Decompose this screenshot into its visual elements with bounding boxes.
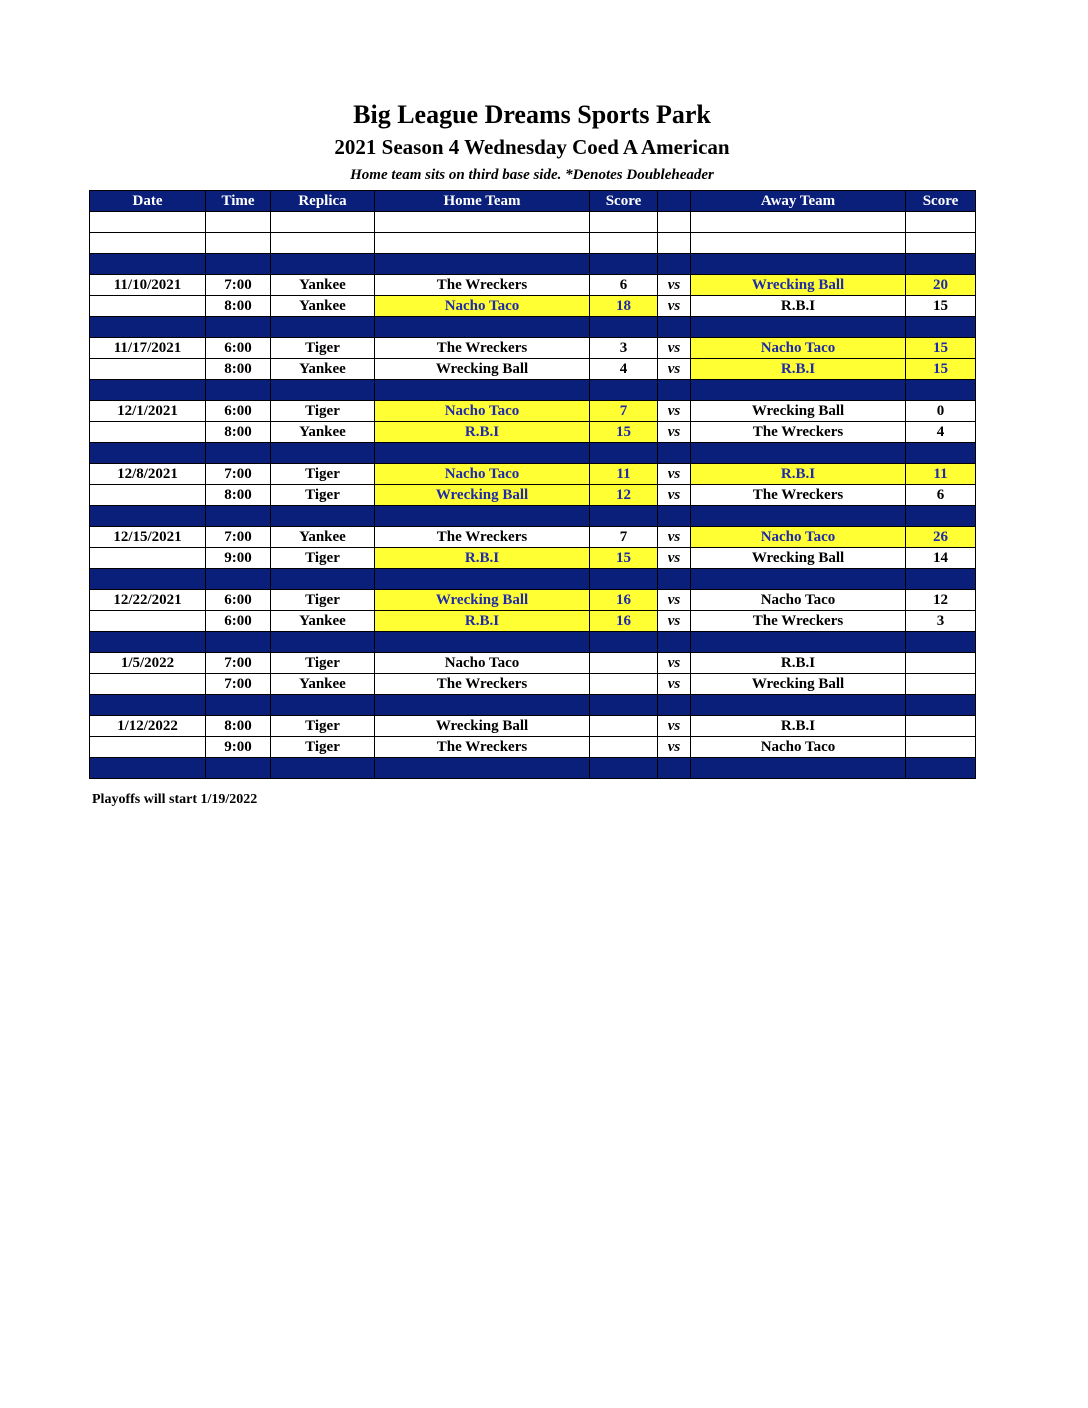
cell-home-team: R.B.I [375, 611, 590, 632]
separator-row [90, 254, 976, 275]
cell-away-team: R.B.I [691, 359, 906, 380]
cell-home-score [590, 716, 658, 737]
separator-cell [375, 632, 590, 653]
separator-cell [658, 695, 691, 716]
separator-cell [658, 380, 691, 401]
cell-home-score: 12 [590, 485, 658, 506]
cell-home-score: 15 [590, 548, 658, 569]
separator-row [90, 569, 976, 590]
cell-away-team: R.B.I [691, 716, 906, 737]
cell-vs: vs [658, 464, 691, 485]
cell-home-team: R.B.I [375, 422, 590, 443]
blank-cell [906, 212, 976, 233]
blank-cell [590, 233, 658, 254]
cell-replica: Tiger [271, 401, 375, 422]
cell-time: 9:00 [206, 737, 271, 758]
cell-away-score: 11 [906, 464, 976, 485]
blank-cell [271, 233, 375, 254]
blank-cell [90, 212, 206, 233]
table-row [90, 422, 976, 443]
cell-home-team: Wrecking Ball [375, 485, 590, 506]
separator-cell [90, 632, 206, 653]
footer-note: Playoffs will start 1/19/2022 [92, 792, 258, 807]
cell-date: 1/5/2022 [90, 653, 206, 674]
separator-cell [691, 506, 906, 527]
separator-cell [375, 695, 590, 716]
header-away-team: Away Team [691, 191, 906, 212]
separator-row [90, 317, 976, 338]
separator-cell [691, 443, 906, 464]
cell-home-score [590, 737, 658, 758]
table-row [90, 548, 976, 569]
cell-away-score: 14 [906, 548, 976, 569]
cell-home-score: 16 [590, 590, 658, 611]
table-row [90, 653, 976, 674]
separator-cell [691, 695, 906, 716]
cell-date: 12/22/2021 [90, 590, 206, 611]
cell-away-team: R.B.I [691, 653, 906, 674]
cell-replica: Tiger [271, 716, 375, 737]
cell-replica: Tiger [271, 338, 375, 359]
separator-cell [206, 695, 271, 716]
separator-cell [375, 443, 590, 464]
cell-replica: Yankee [271, 422, 375, 443]
blank-cell [206, 212, 271, 233]
header-away-score: Score [906, 191, 976, 212]
cell-home-team: Nacho Taco [375, 296, 590, 317]
header-home-score: Score [590, 191, 658, 212]
cell-away-score: 26 [906, 527, 976, 548]
cell-home-team: Wrecking Ball [375, 590, 590, 611]
cell-away-score: 0 [906, 401, 976, 422]
cell-time: 6:00 [206, 401, 271, 422]
table-row [90, 737, 976, 758]
header-home-team: Home Team [375, 191, 590, 212]
cell-home-team: Nacho Taco [375, 653, 590, 674]
cell-home-score: 16 [590, 611, 658, 632]
cell-home-score [590, 653, 658, 674]
cell-replica: Yankee [271, 527, 375, 548]
cell-time: 7:00 [206, 275, 271, 296]
separator-row [90, 695, 976, 716]
cell-away-score [906, 716, 976, 737]
page-title: Big League Dreams Sports Park [353, 100, 711, 129]
separator-cell [375, 569, 590, 590]
blank-row [90, 212, 976, 233]
separator-cell [206, 317, 271, 338]
separator-cell [691, 254, 906, 275]
cell-home-team: The Wreckers [375, 275, 590, 296]
cell-home-score [590, 674, 658, 695]
separator-cell [590, 317, 658, 338]
cell-away-team: R.B.I [691, 464, 906, 485]
cell-time: 8:00 [206, 296, 271, 317]
cell-vs: vs [658, 275, 691, 296]
cell-away-score: 12 [906, 590, 976, 611]
separator-row [90, 758, 976, 779]
separator-cell [271, 758, 375, 779]
cell-home-score: 7 [590, 527, 658, 548]
cell-home-team: The Wreckers [375, 674, 590, 695]
cell-date [90, 674, 206, 695]
separator-cell [375, 254, 590, 275]
separator-cell [906, 443, 976, 464]
table-row [90, 338, 976, 359]
blank-cell [590, 212, 658, 233]
separator-cell [590, 758, 658, 779]
cell-home-team: The Wreckers [375, 527, 590, 548]
cell-away-score [906, 674, 976, 695]
page-note: Home team sits on third base side. *Denotes Doubleheader [350, 167, 714, 183]
separator-cell [658, 506, 691, 527]
cell-home-team: Nacho Taco [375, 401, 590, 422]
cell-vs: vs [658, 548, 691, 569]
table-row [90, 716, 976, 737]
table-row [90, 464, 976, 485]
cell-vs: vs [658, 338, 691, 359]
blank-cell [271, 212, 375, 233]
separator-cell [90, 695, 206, 716]
separator-cell [590, 632, 658, 653]
cell-away-team: The Wreckers [691, 485, 906, 506]
separator-cell [90, 758, 206, 779]
blank-cell [691, 212, 906, 233]
separator-cell [906, 506, 976, 527]
separator-cell [375, 317, 590, 338]
cell-date [90, 485, 206, 506]
cell-date [90, 611, 206, 632]
cell-date: 12/1/2021 [90, 401, 206, 422]
separator-cell [206, 569, 271, 590]
cell-replica: Tiger [271, 653, 375, 674]
separator-cell [271, 506, 375, 527]
cell-replica: Tiger [271, 548, 375, 569]
cell-away-team: Wrecking Ball [691, 548, 906, 569]
separator-cell [375, 380, 590, 401]
header-time: Time [206, 191, 271, 212]
cell-home-score: 3 [590, 338, 658, 359]
separator-cell [271, 695, 375, 716]
cell-vs: vs [658, 674, 691, 695]
separator-cell [658, 443, 691, 464]
separator-cell [206, 380, 271, 401]
cell-time: 8:00 [206, 485, 271, 506]
separator-cell [658, 758, 691, 779]
cell-home-score: 18 [590, 296, 658, 317]
cell-time: 8:00 [206, 359, 271, 380]
cell-away-score [906, 653, 976, 674]
cell-time: 7:00 [206, 653, 271, 674]
separator-cell [906, 254, 976, 275]
cell-away-team: The Wreckers [691, 611, 906, 632]
cell-time: 7:00 [206, 527, 271, 548]
cell-away-score: 20 [906, 275, 976, 296]
cell-date [90, 359, 206, 380]
separator-cell [691, 632, 906, 653]
separator-cell [90, 317, 206, 338]
separator-cell [906, 317, 976, 338]
blank-cell [375, 233, 590, 254]
table-row [90, 485, 976, 506]
cell-away-team: Wrecking Ball [691, 674, 906, 695]
cell-replica: Yankee [271, 674, 375, 695]
cell-away-team: The Wreckers [691, 422, 906, 443]
separator-cell [691, 317, 906, 338]
cell-vs: vs [658, 590, 691, 611]
cell-vs: vs [658, 401, 691, 422]
cell-replica: Yankee [271, 359, 375, 380]
separator-cell [271, 632, 375, 653]
separator-cell [90, 443, 206, 464]
cell-home-team: Wrecking Ball [375, 359, 590, 380]
cell-time: 7:00 [206, 674, 271, 695]
blank-cell [375, 212, 590, 233]
cell-vs: vs [658, 296, 691, 317]
cell-away-team: Nacho Taco [691, 590, 906, 611]
separator-cell [590, 443, 658, 464]
cell-replica: Tiger [271, 485, 375, 506]
cell-vs: vs [658, 611, 691, 632]
separator-cell [375, 758, 590, 779]
cell-away-score: 4 [906, 422, 976, 443]
cell-away-score: 15 [906, 296, 976, 317]
cell-time: 9:00 [206, 548, 271, 569]
cell-vs: vs [658, 422, 691, 443]
separator-cell [658, 317, 691, 338]
separator-cell [691, 758, 906, 779]
cell-time: 6:00 [206, 590, 271, 611]
separator-cell [90, 569, 206, 590]
cell-time: 8:00 [206, 716, 271, 737]
table-row [90, 401, 976, 422]
separator-cell [906, 380, 976, 401]
cell-date: 12/8/2021 [90, 464, 206, 485]
table-row [90, 674, 976, 695]
separator-cell [375, 506, 590, 527]
separator-cell [691, 569, 906, 590]
table-row [90, 296, 976, 317]
cell-away-score: 15 [906, 359, 976, 380]
cell-home-team: Nacho Taco [375, 464, 590, 485]
separator-row [90, 506, 976, 527]
cell-date: 1/12/2022 [90, 716, 206, 737]
cell-replica: Tiger [271, 737, 375, 758]
cell-away-team: R.B.I [691, 296, 906, 317]
table-row [90, 527, 976, 548]
separator-cell [206, 758, 271, 779]
schedule-body [90, 212, 976, 779]
cell-vs: vs [658, 359, 691, 380]
cell-away-team: Nacho Taco [691, 527, 906, 548]
cell-home-score: 7 [590, 401, 658, 422]
cell-away-team: Nacho Taco [691, 338, 906, 359]
cell-home-score: 4 [590, 359, 658, 380]
separator-cell [691, 380, 906, 401]
separator-cell [271, 254, 375, 275]
separator-cell [658, 254, 691, 275]
cell-date [90, 548, 206, 569]
header-vs [658, 191, 691, 212]
blank-cell [658, 212, 691, 233]
separator-cell [206, 443, 271, 464]
page-subtitle: 2021 Season 4 Wednesday Coed A American [334, 135, 730, 159]
separator-cell [906, 632, 976, 653]
cell-date: 12/15/2021 [90, 527, 206, 548]
separator-cell [906, 695, 976, 716]
separator-row [90, 632, 976, 653]
table-row [90, 275, 976, 296]
separator-cell [590, 506, 658, 527]
separator-cell [271, 443, 375, 464]
cell-home-team: The Wreckers [375, 737, 590, 758]
separator-cell [206, 506, 271, 527]
cell-replica: Yankee [271, 611, 375, 632]
cell-home-score: 6 [590, 275, 658, 296]
separator-cell [590, 254, 658, 275]
blank-row [90, 233, 976, 254]
separator-cell [658, 632, 691, 653]
separator-cell [271, 380, 375, 401]
cell-replica: Tiger [271, 464, 375, 485]
cell-vs: vs [658, 485, 691, 506]
separator-row [90, 380, 976, 401]
cell-home-team: Wrecking Ball [375, 716, 590, 737]
cell-away-score: 6 [906, 485, 976, 506]
cell-away-team: Nacho Taco [691, 737, 906, 758]
cell-away-score: 15 [906, 338, 976, 359]
header-date: Date [90, 191, 206, 212]
cell-replica: Tiger [271, 590, 375, 611]
cell-time: 6:00 [206, 611, 271, 632]
separator-row [90, 443, 976, 464]
cell-vs: vs [658, 527, 691, 548]
blank-cell [206, 233, 271, 254]
cell-replica: Yankee [271, 275, 375, 296]
table-row [90, 590, 976, 611]
cell-away-score: 3 [906, 611, 976, 632]
blank-cell [906, 233, 976, 254]
cell-time: 8:00 [206, 422, 271, 443]
separator-cell [271, 569, 375, 590]
cell-replica: Yankee [271, 296, 375, 317]
separator-cell [90, 254, 206, 275]
cell-away-score [906, 737, 976, 758]
blank-cell [90, 233, 206, 254]
cell-date: 11/10/2021 [90, 275, 206, 296]
blank-cell [658, 233, 691, 254]
cell-date [90, 296, 206, 317]
cell-away-team: Wrecking Ball [691, 275, 906, 296]
cell-home-score: 11 [590, 464, 658, 485]
cell-time: 7:00 [206, 464, 271, 485]
cell-vs: vs [658, 737, 691, 758]
separator-cell [590, 569, 658, 590]
separator-cell [90, 380, 206, 401]
cell-date [90, 737, 206, 758]
separator-cell [206, 632, 271, 653]
cell-home-score: 15 [590, 422, 658, 443]
table-row [90, 611, 976, 632]
cell-vs: vs [658, 716, 691, 737]
cell-date [90, 422, 206, 443]
cell-away-team: Wrecking Ball [691, 401, 906, 422]
separator-cell [206, 254, 271, 275]
header-replica: Replica [271, 191, 375, 212]
cell-date: 11/17/2021 [90, 338, 206, 359]
cell-time: 6:00 [206, 338, 271, 359]
cell-home-team: R.B.I [375, 548, 590, 569]
schedule-table [89, 190, 976, 779]
table-header-row [90, 191, 976, 212]
blank-cell [691, 233, 906, 254]
separator-cell [658, 569, 691, 590]
separator-cell [590, 695, 658, 716]
separator-cell [906, 758, 976, 779]
separator-cell [90, 506, 206, 527]
separator-cell [590, 380, 658, 401]
cell-home-team: The Wreckers [375, 338, 590, 359]
separator-cell [906, 569, 976, 590]
cell-vs: vs [658, 653, 691, 674]
table-row [90, 359, 976, 380]
separator-cell [271, 317, 375, 338]
